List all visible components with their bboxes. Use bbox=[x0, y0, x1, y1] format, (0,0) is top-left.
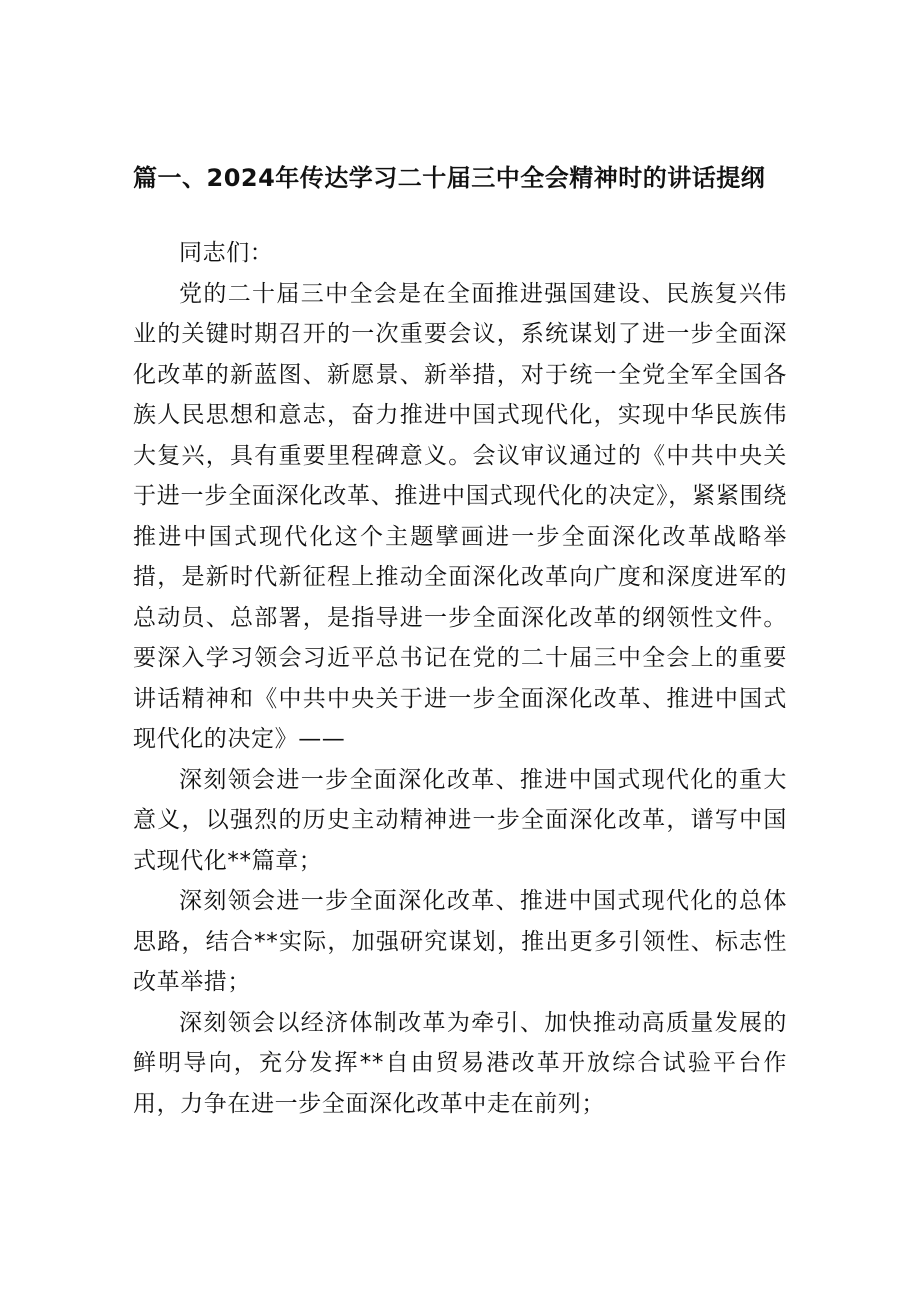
document-body bbox=[133, 233, 787, 1124]
salutation: 同志们： bbox=[179, 240, 274, 266]
document-title: 篇一、2024年传达学习二十届三中全会精神时的讲话提纲 bbox=[133, 164, 766, 192]
body-paragraph-intro: 党的二十届三中全会是在全面推进强国建设、民族复兴伟业的关键时期召开的一次重要会议，系统谋划了进一步全面深化改革的新蓝图、新愿景、新举措，对于统一全党全军全国各族人民思想和意志，奋力推进中国式现代化，实现中华民族伟大复兴，具有重要里程碑意义。会议审议通过的《中共中央关于进一步全面深化改革、推进中国式现代化的决定》，紧紧围绕推进中国式现代化这个主题擘画进一步全面深化改革战略举措，是新时代新征程上推动全面深化改革向广度和深度进军的总动员、总部署，是指导进一步全面深化改革的纲领性文件。要深入学习领会习近平总书记在党的二十届三中全会上的重要讲话精神和《中共中央关于进一步全面深化改革、推进中国式现代化的决定》—— bbox=[133, 280, 787, 752]
body-paragraph-approach: 深刻领会进一步全面深化改革、推进中国式现代化的总体思路，结合**实际，加强研究谋划，推出更多引领性、标志性改革举措； bbox=[133, 888, 787, 995]
body-paragraph-orientation: 深刻领会以经济体制改革为牵引、加快推动高质量发展的鲜明导向，充分发挥**自由贸易港改革开放综合试验平台作用，力争在进一步全面深化改革中走在前列； bbox=[133, 1009, 787, 1117]
body-paragraph-significance: 深刻领会进一步全面深化改革、推进中国式现代化的重大意义，以强烈的历史主动精神进一步全面深化改革，谱写中国式现代化**篇章； bbox=[133, 766, 787, 874]
